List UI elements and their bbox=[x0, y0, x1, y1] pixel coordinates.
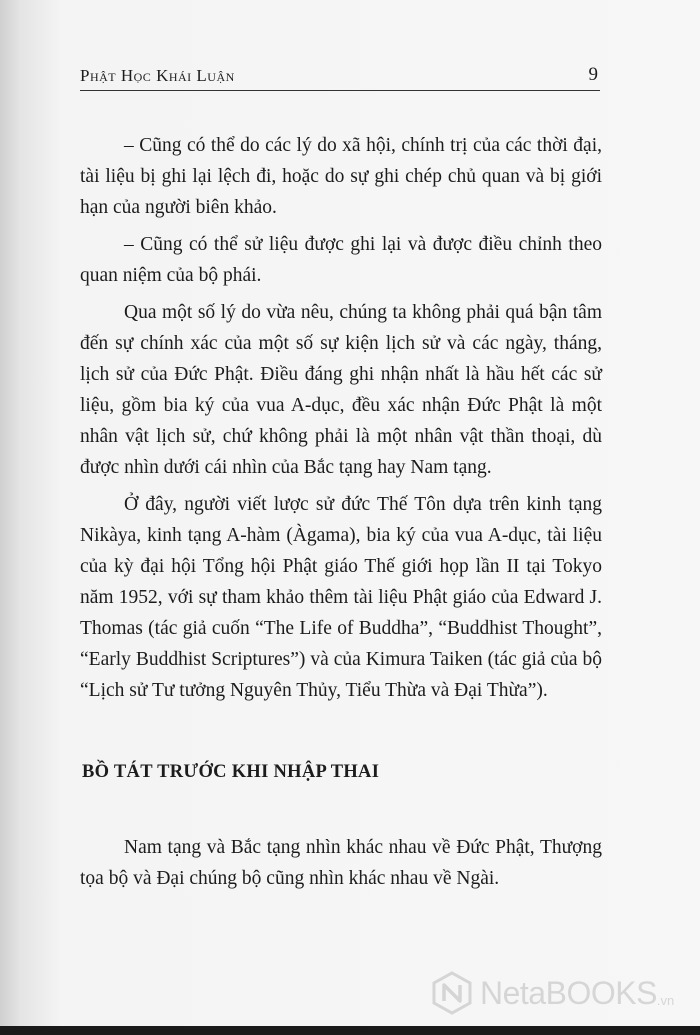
paragraph: – Cũng có thể sử liệu được ghi lại và được điều chỉnh theo quan niệm của bộ phái. bbox=[80, 234, 602, 286]
scan-edge bbox=[0, 1026, 700, 1035]
watermark bbox=[430, 968, 690, 1018]
section-heading: BỒ TÁT TRƯỚC KHI NHẬP THAI bbox=[82, 762, 380, 782]
page-number: 9 bbox=[588, 64, 598, 85]
netabooks-logo-icon bbox=[430, 971, 474, 1015]
body-text bbox=[80, 130, 602, 712]
paragraph: – Cũng có thể do các lý do xã hội, chính trị của các thời đại, tài liệu bị ghi lại lệch đi, hoặc do sự ghi chép chủ quan và bị giới hạn của người biên khảo. bbox=[80, 135, 602, 218]
running-header bbox=[80, 58, 600, 91]
section-body bbox=[80, 832, 602, 894]
paragraph: Ở đây, người viết lược sử đức Thế Tôn dựa trên kinh tạng Nikàya, kinh tạng A-hàm (Àgama), bia ký của vua A-dục, tài liệu của kỳ đại hội Tổng hội Phật giáo Thế giới họp lần II tại Tokyo năm 1952, với sự tham khảo thêm tài liệu Phật giáo của Edward J. Thomas (tác giả cuốn “The Life of Buddha”, “Buddhist Thought”, “Early Buddhist Scriptures”) và của Kimura Taiken (tác giả của bộ “Lịch sử Tư tưởng Nguyên Thủy, Tiểu Thừa và Đại Thừa”). bbox=[80, 494, 602, 701]
paragraph: Qua một số lý do vừa nêu, chúng ta không phải quá bận tâm đến sự chính xác của một số sự kiện lịch sử và các ngày, tháng, lịch sử của Đức Phật. Điều đáng ghi nhận nhất là hầu hết các sử liệu, gồm bia ký của vua A-dục, đều xác nhận Đức Phật là một nhân vật lịch sử, chứ không phải là một nhân vật thần thoại, dù được nhìn dưới cái nhìn của Bắc tạng hay Nam tạng. bbox=[80, 302, 602, 478]
running-title: Phật Học Khái Luận bbox=[80, 66, 235, 85]
watermark-suffix: .vn bbox=[656, 992, 675, 1008]
paragraph: Nam tạng và Bắc tạng nhìn khác nhau về Đức Phật, Thượng tọa bộ và Đại chúng bộ cũng nhìn khác nhau về Ngài. bbox=[80, 837, 602, 889]
watermark-brand: NetaBOOKS bbox=[480, 974, 657, 1011]
